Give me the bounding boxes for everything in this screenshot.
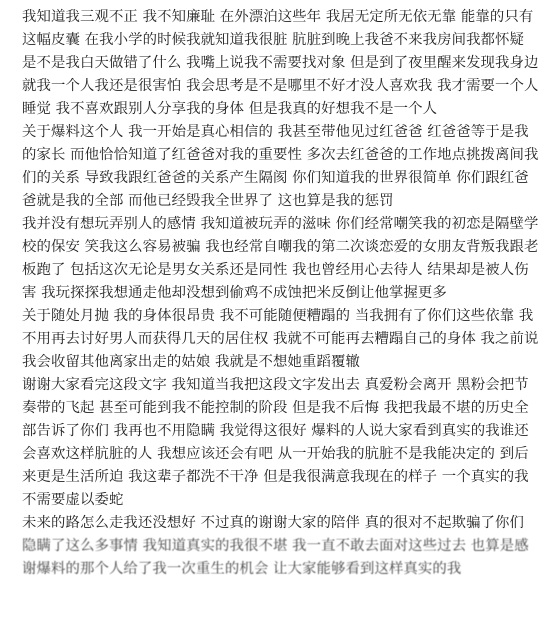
text-line: 部告诉了你们 我再也不用隐瞒 我觉得这很好 爆料的人说大家看到真实的我谁还 [22,423,529,439]
paragraph [22,213,539,305]
text-line: 来更是生活所迫 我这辈子都洗不干净 但是我很满意我现在的样子 一个真实的我 [22,469,529,485]
paragraph [22,305,539,374]
paragraph [22,512,539,581]
text-line: 未来的路怎么走我还没想好 不过真的谢谢大家的陪伴 真的很对不起欺骗了你们 [22,515,525,531]
text-line: 是不是我白天做错了什么 我嘴上说我不需要找对象 但是到了夜里醒来发现我身边 [22,55,539,71]
text-line: 睡觉 我不喜欢跟别人分享我的身体 但是我真的好想我不是一个人 [22,101,438,117]
text-line: 的家长 而他恰恰知道了红爸爸对我的重要性 多次去红爸爸的工作地点挑拨离间我 [22,147,539,163]
text-line: 不需要虚以委蛇 [22,492,124,508]
paragraph [22,6,539,121]
text-line: 板跑了 包括这次无论是男女关系还是同性 我也曾经用心去待人 结果却是被人伤 [22,262,529,278]
text-line: 关于爆料这个人 我一开始是真心相信的 我甚至带他见过红爸爸 红爸爸等于是我 [22,124,529,140]
text-line: 我并没有想玩弄别人的感情 我知道被玩弄的滋味 你们经常嘲笑我的初恋是隔壁学 [22,216,539,232]
text-line: 谢爆料的那个人给了我一次重生的机会 让大家能够看到这样真实的我 [22,561,462,577]
text-line: 会喜欢这样肮脏的人 我想应该还会有吧 从一开始我的肮脏不是我能决定的 到后 [22,446,529,462]
text-line: 谢谢大家看完这段文字 我知道当我把这段文字发出去 真爱粉会离开 黑粉会把节 [22,377,529,393]
text-line: 奏带的飞起 甚至可能到我不能控制的阶段 但是我不后悔 我把我最不堪的历史全 [22,400,529,416]
text-line: 这幅皮囊 在我小学的时候我就知道我很脏 肮脏到晚上我爸不来我房间我都怀疑 [22,32,525,48]
text-line: 我会收留其他离家出走的姑娘 我就是不想她重蹈覆辙 [22,354,360,370]
paragraph [22,121,539,213]
text-line: 害 我玩探探我想通走他却没想到偷鸡不成蚀把米反倒让他掌握更多 [22,285,447,301]
text-line: 校的保安 笑我这么容易被骗 我也经常自嘲我的第二次谈恋爱的女朋友背叛我跟老 [22,239,539,255]
text-line: 关于随处月抛 我的身体很昂贵 我不可能随便糟蹋的 当我拥有了你们这些依靠 我 [22,308,534,324]
text-line: 我知道我三观不正 我不知廉耻 在外漂泊这些年 我居无定所无依无靠 能靠的只有 [22,9,534,25]
paragraph [22,374,539,512]
text-line: 爸就是我的全部 而他已经毁我全世界了 这也算是我的惩罚 [22,193,394,209]
text-line: 隐瞒了这么多事情 我知道真实的我很不堪 我一直不敢去面对这些过去 也算是感 [22,538,529,554]
text-line: 们的关系 导致我跟红爸爸的关系产生隔阂 你们知道我的世界很简单 你们跟红爸 [22,170,529,186]
text-line: 不用再去讨好男人而获得几天的居住权 我就不可能再去糟蹋自己的身体 我之前说 [22,331,539,347]
text-line: 就我一个人我还是很害怕 我会思考是不是哪里不好才没人喜欢我 我才需要一个人 [22,78,539,94]
